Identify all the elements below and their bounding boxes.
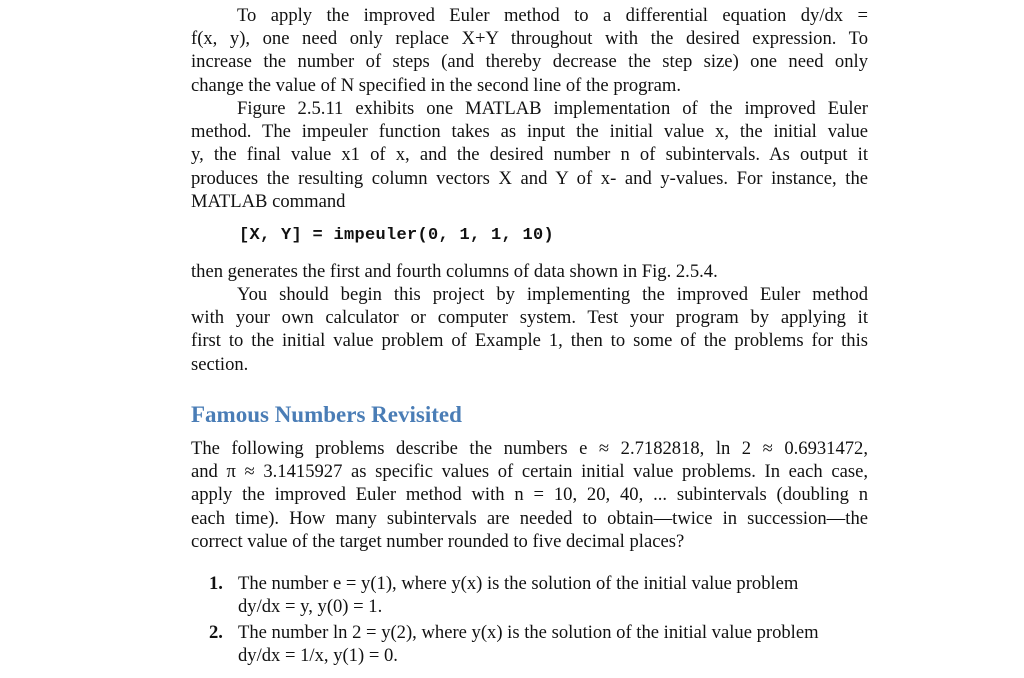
paragraph-generates-columns: [191, 260, 868, 283]
text-line: increase the number of steps (and thereby decrease the step size) one need only: [191, 51, 868, 73]
problem-number: 1.: [209, 573, 223, 594]
text-line: with your own calculator or computer system. Test your program by applying it: [191, 307, 868, 329]
problem-text: The number ln 2 = y(2), where y(x) is the solution of the initial value problem: [238, 622, 819, 643]
paragraph-begin-project: [191, 283, 868, 376]
text-line: To apply the improved Euler method to a differential equation dy/dx =: [237, 5, 868, 26]
problem-text: The number e = y(1), where y(x) is the solution of the initial value problem: [238, 573, 799, 594]
text-line: change the value of N specified in the second line of the program.: [191, 74, 681, 96]
text-line: f(x, y), one need only replace X+Y throughout with the desired expression. To: [191, 28, 868, 50]
text-line: MATLAB command: [191, 190, 346, 212]
text-line: You should begin this project by implementing the improved Euler method: [237, 284, 868, 305]
paragraph-matlab-implementation: [191, 97, 868, 213]
section-heading: Famous Numbers Revisited: [191, 402, 462, 427]
text-line: method. The impeuler function takes as input the initial value x, the initial value: [191, 121, 868, 143]
text-line: apply the improved Euler method with n = 10, 20, 40, ... subintervals (doubling n: [191, 484, 868, 506]
problem-item-1: [209, 572, 868, 618]
text-line: then generates the first and fourth columns of data shown in Fig. 2.5.4.: [191, 261, 718, 282]
text-line: Figure 2.5.11 exhibits one MATLAB implementation of the improved Euler: [237, 98, 868, 119]
text-line: y, the final value x1 of x, and the desired number n of subintervals. As output it: [191, 144, 868, 166]
text-line: section.: [191, 353, 249, 375]
text-line: The following problems describe the numbers e ≈ 2.7182818, ln 2 ≈ 0.6931472,: [191, 438, 868, 459]
text-line: correct value of the target number rounded to five decimal places?: [191, 530, 685, 552]
problem-equation: dy/dx = 1/x, y(1) = 0.: [238, 645, 398, 667]
text-line: each time). How many subintervals are needed to obtain—twice in succession—the: [191, 507, 868, 529]
matlab-command-code: [X, Y] = impeuler(0, 1, 1, 10): [239, 226, 555, 245]
problem-number: 2.: [209, 622, 223, 643]
text-line: produces the resulting column vectors X and Y of x- and y-values. For instance, the: [191, 167, 868, 189]
text-line: first to the initial value problem of Example 1, then to some of the problems for this: [191, 330, 868, 352]
problem-equation: dy/dx = y, y(0) = 1.: [238, 596, 383, 618]
problem-item-2: [209, 621, 868, 667]
paragraph-improved-euler-intro: [191, 4, 868, 97]
text-line: and π ≈ 3.1415927 as specific values of certain initial value problems. In each case,: [191, 461, 868, 483]
paragraph-famous-numbers: [191, 437, 868, 553]
